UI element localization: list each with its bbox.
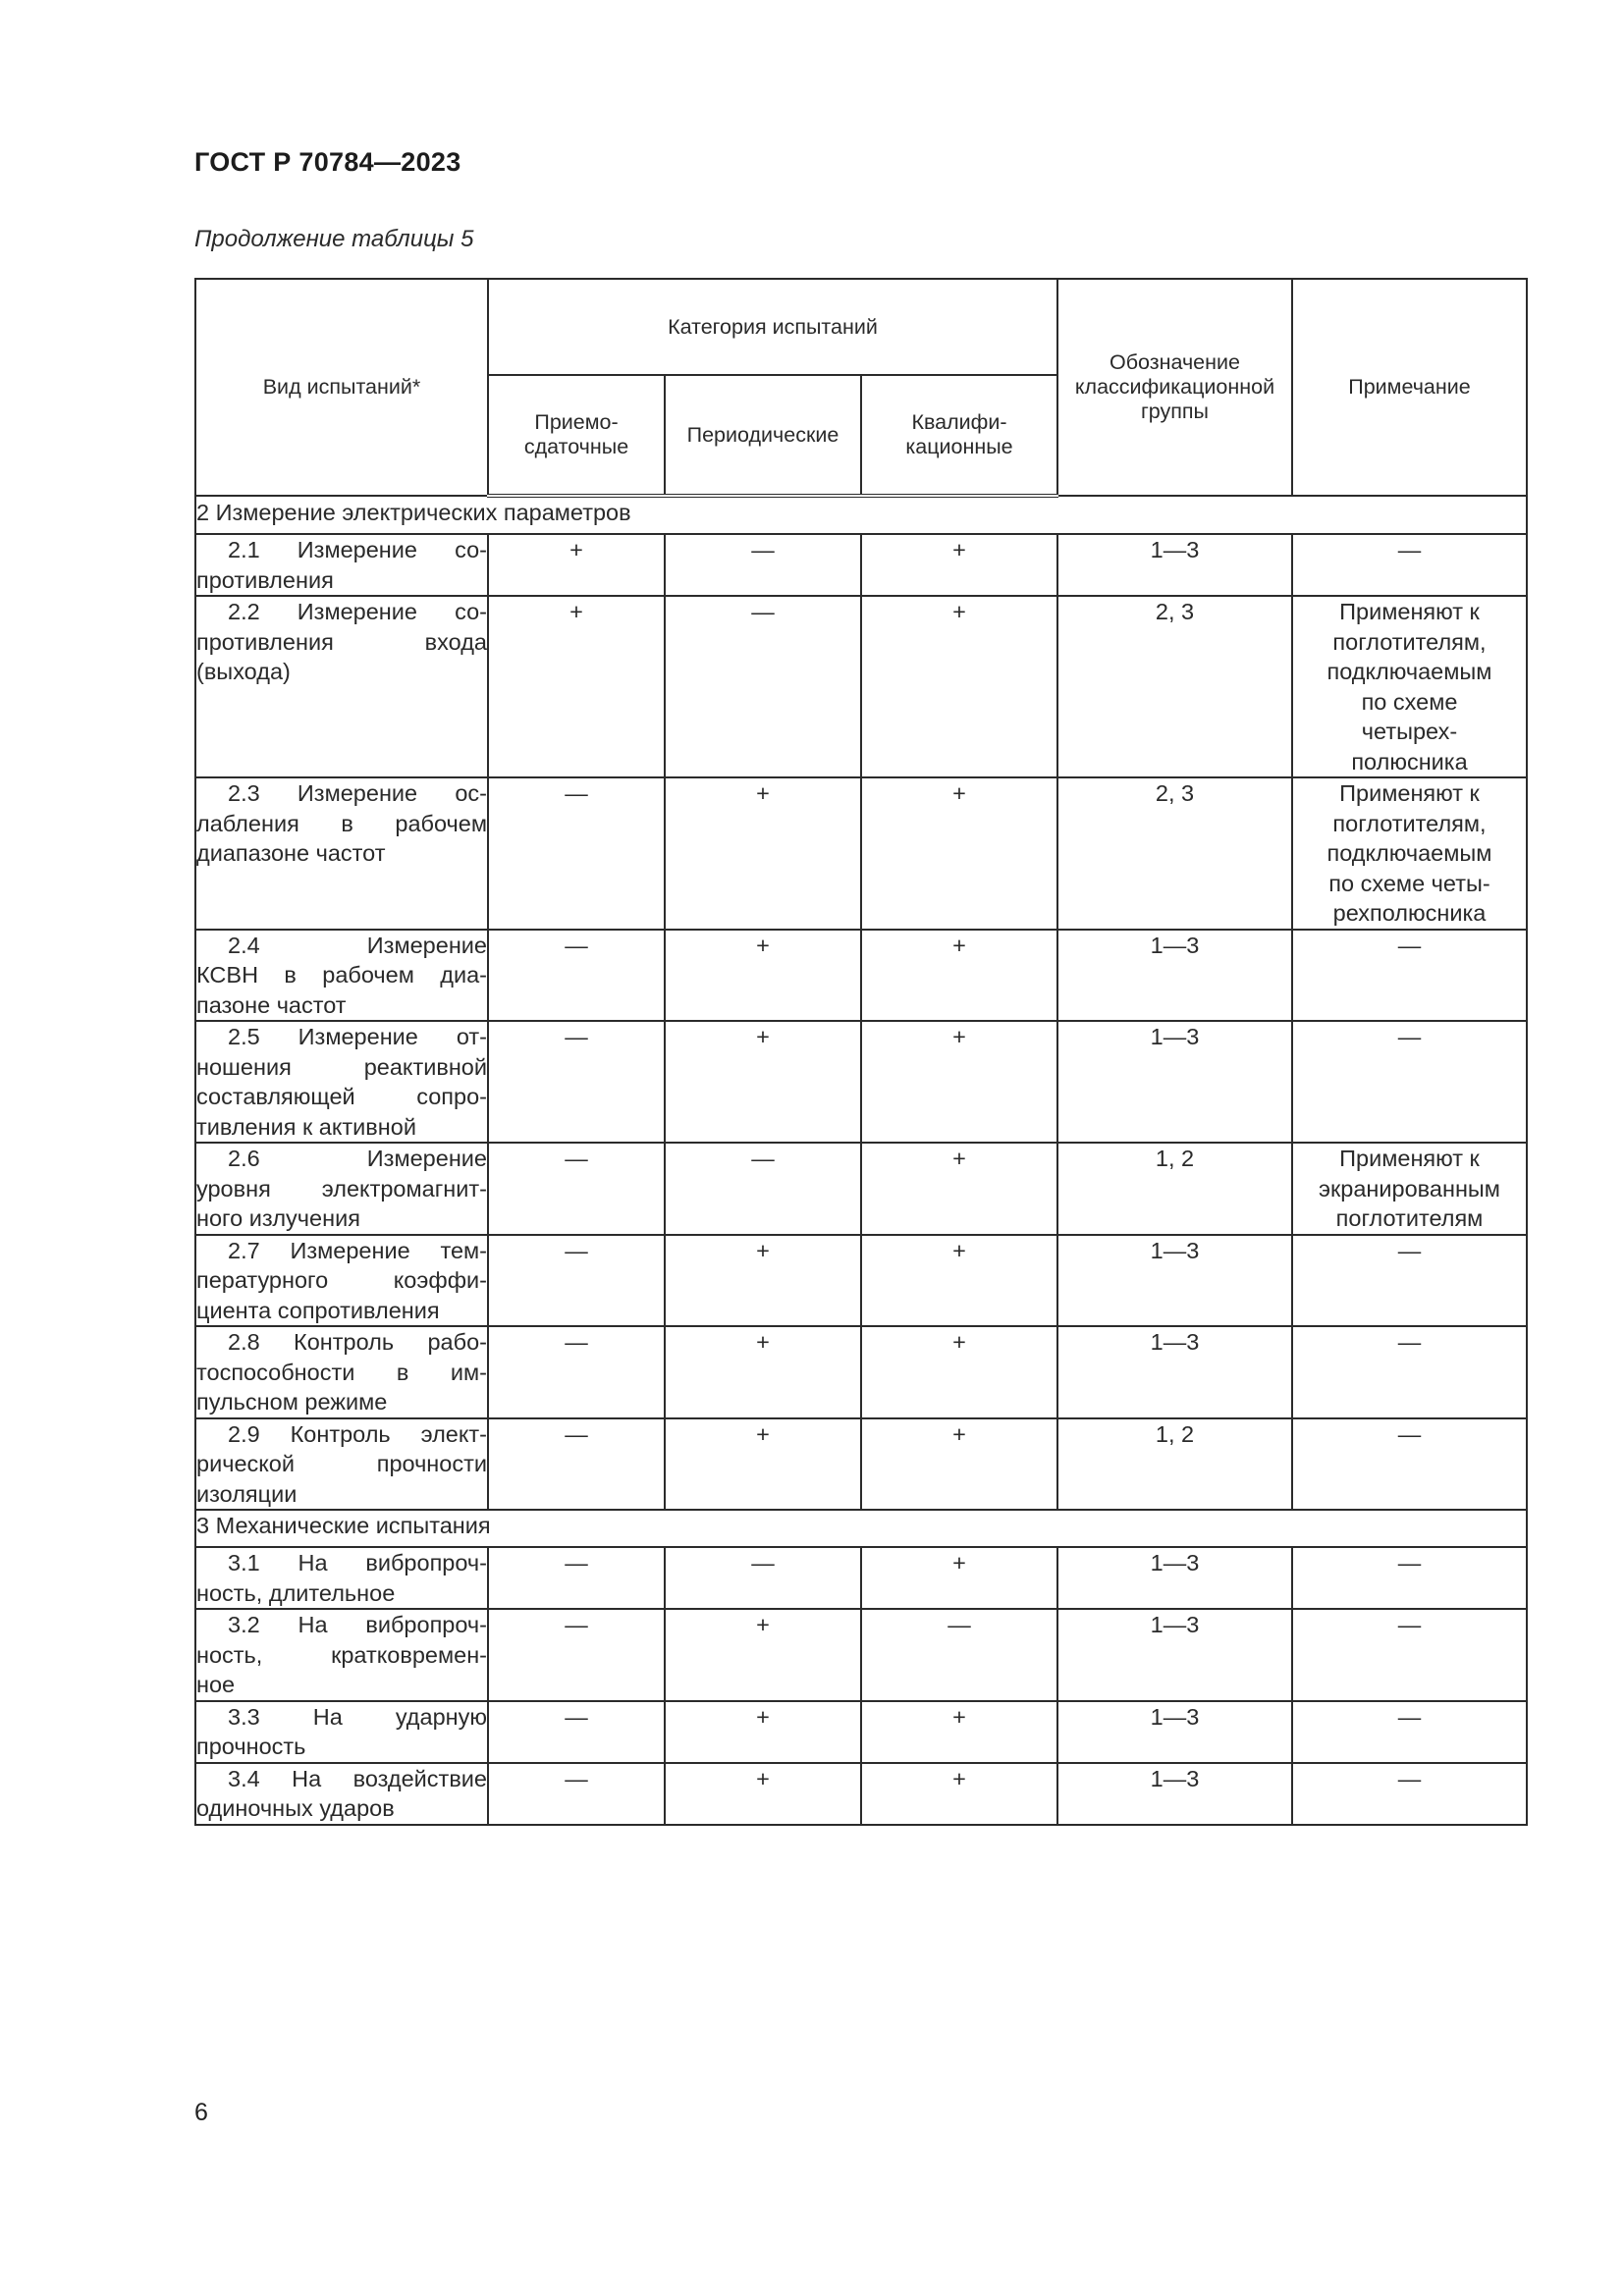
- qualification-cell: +: [861, 1021, 1057, 1143]
- acceptance-cell: —: [488, 1701, 665, 1763]
- test-name-cell: 3.3 На ударную прочность: [195, 1701, 488, 1763]
- note-cell: Применяют к экранированным поглотителям: [1292, 1143, 1527, 1235]
- table-body: [195, 496, 1527, 1825]
- section-row: [195, 496, 1527, 534]
- periodic-cell: +: [665, 1021, 861, 1143]
- acceptance-cell: —: [488, 777, 665, 930]
- acceptance-cell: —: [488, 1609, 665, 1701]
- table-continuation-label: Продолжение таблицы 5: [194, 226, 474, 252]
- classification-group-cell: 1—3: [1057, 1763, 1292, 1825]
- table-header: [195, 279, 1527, 496]
- table-row: [195, 930, 1527, 1022]
- note-cell: —: [1292, 1609, 1527, 1701]
- table-row: [195, 1021, 1527, 1143]
- qualification-cell: +: [861, 1763, 1057, 1825]
- table-row: [195, 596, 1527, 777]
- classification-group-cell: 1—3: [1057, 1021, 1292, 1143]
- qualification-cell: +: [861, 596, 1057, 777]
- note-cell: —: [1292, 1547, 1527, 1609]
- qualification-cell: +: [861, 1547, 1057, 1609]
- periodic-cell: —: [665, 534, 861, 596]
- acceptance-cell: —: [488, 1235, 665, 1327]
- table-row: [195, 1701, 1527, 1763]
- classification-group-cell: 1, 2: [1057, 1143, 1292, 1235]
- test-name-cell: 2.6 Измерение уровня электромагнит- ного излучения: [195, 1143, 488, 1235]
- classification-group-cell: 1—3: [1057, 1235, 1292, 1327]
- classification-group-cell: 2, 3: [1057, 596, 1292, 777]
- classification-group-cell: 1—3: [1057, 1326, 1292, 1418]
- classification-group-cell: 1, 2: [1057, 1418, 1292, 1511]
- classification-group-cell: 1—3: [1057, 1609, 1292, 1701]
- classification-group-cell: 1—3: [1057, 534, 1292, 596]
- header-test-type: Вид испытаний*: [195, 279, 488, 496]
- header-qualification: Квалифи- кационные: [861, 375, 1057, 496]
- table-row: [195, 1609, 1527, 1701]
- acceptance-cell: —: [488, 1763, 665, 1825]
- periodic-cell: +: [665, 1701, 861, 1763]
- acceptance-cell: +: [488, 534, 665, 596]
- section-row: [195, 1510, 1527, 1547]
- periodic-cell: +: [665, 930, 861, 1022]
- classification-group-cell: 1—3: [1057, 1701, 1292, 1763]
- test-name-cell: 2.4 Измерение КСВН в рабочем диа- пазоне частот: [195, 930, 488, 1022]
- acceptance-cell: —: [488, 1143, 665, 1235]
- note-cell: —: [1292, 1763, 1527, 1825]
- acceptance-cell: —: [488, 1418, 665, 1511]
- table-row: [195, 1763, 1527, 1825]
- header-note: Примечание: [1292, 279, 1527, 496]
- qualification-cell: +: [861, 534, 1057, 596]
- periodic-cell: +: [665, 777, 861, 930]
- classification-group-cell: 1—3: [1057, 1547, 1292, 1609]
- note-cell: —: [1292, 1235, 1527, 1327]
- acceptance-cell: —: [488, 930, 665, 1022]
- periodic-cell: +: [665, 1235, 861, 1327]
- header-row-top: [195, 279, 1527, 375]
- test-name-cell: 3.1 На вибропроч- ность, длительное: [195, 1547, 488, 1609]
- test-name-cell: 2.1 Измерение со- противления: [195, 534, 488, 596]
- table-row: [195, 1326, 1527, 1418]
- note-cell: Применяют к поглотителям, подключаемым по схеме четырех- полюсника: [1292, 596, 1527, 777]
- qualification-cell: +: [861, 1326, 1057, 1418]
- periodic-cell: +: [665, 1326, 861, 1418]
- qualification-cell: +: [861, 1235, 1057, 1327]
- note-cell: —: [1292, 930, 1527, 1022]
- periodic-cell: —: [665, 596, 861, 777]
- note-cell: Применяют к поглотителям, подключаемым по схеме четы- рехполюсника: [1292, 777, 1527, 930]
- periodic-cell: —: [665, 1143, 861, 1235]
- periodic-cell: +: [665, 1763, 861, 1825]
- test-name-cell: 2.9 Контроль элект- рической прочности изоляции: [195, 1418, 488, 1511]
- acceptance-cell: —: [488, 1021, 665, 1143]
- periodic-cell: +: [665, 1609, 861, 1701]
- test-name-cell: 2.5 Измерение от- ношения реактивной составляющей сопро- тивления к активной: [195, 1021, 488, 1143]
- periodic-cell: +: [665, 1418, 861, 1511]
- table-row: [195, 534, 1527, 596]
- test-name-cell: 2.3 Измерение ос- лабления в рабочем диапазоне частот: [195, 777, 488, 930]
- qualification-cell: +: [861, 1143, 1057, 1235]
- acceptance-cell: —: [488, 1326, 665, 1418]
- test-name-cell: 2.2 Измерение со- противления входа (выхода): [195, 596, 488, 777]
- test-name-cell: 3.4 На воздействие одиночных ударов: [195, 1763, 488, 1825]
- note-cell: —: [1292, 1021, 1527, 1143]
- classification-group-cell: 2, 3: [1057, 777, 1292, 930]
- section-title: 3 Механические испытания: [195, 1510, 1527, 1547]
- header-acceptance: Приемо- сдаточные: [488, 375, 665, 496]
- periodic-cell: —: [665, 1547, 861, 1609]
- test-table: [194, 278, 1528, 1826]
- qualification-cell: +: [861, 777, 1057, 930]
- qualification-cell: —: [861, 1609, 1057, 1701]
- document-code: ГОСТ Р 70784—2023: [194, 147, 461, 177]
- note-cell: —: [1292, 1326, 1527, 1418]
- qualification-cell: +: [861, 1701, 1057, 1763]
- header-test-category: Категория испытаний: [488, 279, 1057, 375]
- qualification-cell: +: [861, 930, 1057, 1022]
- test-name-cell: 2.8 Контроль рабо- тоспособности в им- пульсном режиме: [195, 1326, 488, 1418]
- test-name-cell: 3.2 На вибропроч- ность, кратковремен- ное: [195, 1609, 488, 1701]
- classification-group-cell: 1—3: [1057, 930, 1292, 1022]
- acceptance-cell: —: [488, 1547, 665, 1609]
- note-cell: —: [1292, 534, 1527, 596]
- table-row: [195, 777, 1527, 930]
- acceptance-cell: +: [488, 596, 665, 777]
- table-row: [195, 1235, 1527, 1327]
- header-classification-group: Обозначение классификационной группы: [1057, 279, 1292, 496]
- header-periodic: Периодические: [665, 375, 861, 496]
- table-row: [195, 1143, 1527, 1235]
- table-row: [195, 1418, 1527, 1511]
- page-number: 6: [194, 2099, 208, 2126]
- test-name-cell: 2.7 Измерение тем- пературного коэффи- циента сопротивления: [195, 1235, 488, 1327]
- table-row: [195, 1547, 1527, 1609]
- section-title: 2 Измерение электрических параметров: [195, 496, 1527, 534]
- qualification-cell: +: [861, 1418, 1057, 1511]
- note-cell: —: [1292, 1418, 1527, 1511]
- note-cell: —: [1292, 1701, 1527, 1763]
